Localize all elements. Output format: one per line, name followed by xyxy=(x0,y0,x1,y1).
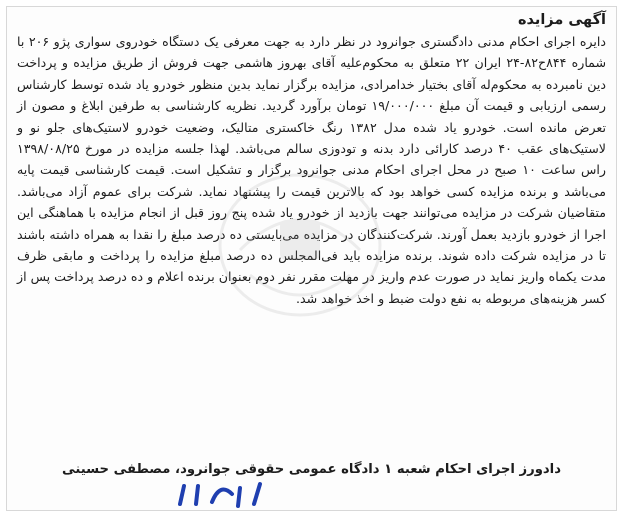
ad-box xyxy=(6,6,617,511)
ad-signature: دادورز اجرای احکام شعبه ۱ دادگاه عمومی حقوقی جوانرود، مصطفی حسینی xyxy=(62,462,561,477)
ad-title: آگهی مزایده xyxy=(517,12,606,28)
ad-body-text: دایره اجرای احکام مدنی دادگستری جوانرود در نظر دارد به جهت معرفی یک دستگاه خودروی سواری پژو ۲۰۶ با شماره ۸۴۴ح۸۲-۲۴ ایران ۲۲ متعلق به محکوم‌علیه آقای بهروز هاشمی جهت فروش از طریق مزایده و پرداخت دین نامبرده به محکوم‌له آقای بختیار خدامرادی، مزایده برگزار نماید بدین منظور خودرو یاد شده توسط کارشناس رسمی ارزیابی و قیمت آن مبلغ ۱۹/۰۰۰/۰۰۰ تومان برآورد گردید. نظریه کارشناسی به طرفین ابلاغ و مصون از تعرض مانده است. خودرو یاد شده مدل ۱۳۸۲ رنگ خاکستری متالیک، وضعیت خودرو لاستیک‌های جلو نو و لاستیک‌های عقب ۴۰ درصد کارائی دارد بدنه و تودوزی سالم می‌باشد. لهذا جلسه مزایده در مورخ ۱۳۹۸/۰۸/۲۵ راس ساعت ۱۰ صبح در محل اجرای احکام مدنی جوانرود برگزار و تشکیل است. قیمت کارشناسی قیمت پایه می‌باشد و برنده مزایده کسی خواهد بود که بالاترین قیمت را پیشنهاد نماید. شرکت برای عموم آزاد می‌باشد. متقاضیان شرکت در مزایده می‌توانند جهت بازدید از خودرو یاد شده پنج روز قبل از انجام مزایده با هماهنگی این اجرا از خودرو بازدید بعمل آورند. شرکت‌کنندگان در مزایده می‌بایستی ده درصد مبلغ را نقدا به همراه داشته باشند تا در مزایده شرکت داده شوند. برنده مزایده باید فی‌المجلس ده درصد مبلغ مزایده را پرداخت و مابقی ظرف مدت یکماه واریز نماید در صورت عدم واریز در مهلت مقرر نفر دوم بعنوان برنده اعلام و ده درصد پرداخت پس از کسر هزینه‌های مربوطه به نفع دولت ضبط و اخذ خواهد شد. xyxy=(17,34,607,306)
